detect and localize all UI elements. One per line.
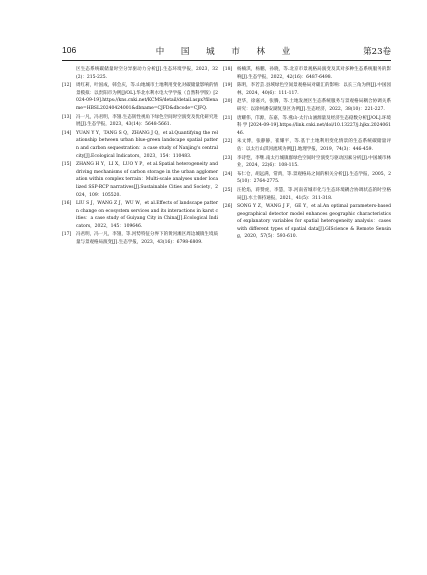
reference-text: 冯一凡，冯君明，李翅.生态韧性视角下绿色空间时空演变及优化研究进展[J].生态学报，2023，43(14)：5648-5661. — [76, 114, 218, 128]
reference-number: [14] — [62, 130, 72, 136]
reference-text: 杨楠淇，杨鹏，孙晓，等.北京市景观格局演变及其对多种生态系统服务的影响[J].生态学报，2022，42(16)：6487-6498. — [237, 67, 391, 80]
reference-entry — [62, 66, 218, 81]
reference-entry — [223, 115, 391, 138]
reference-entry — [62, 130, 218, 160]
reference-text: 周红莉，叶国成，韩会庆，等.山地城市土地利用变化对碳储量影响的情景模拟：以贵阳市为例[J/OL].华北水利水电大学学报（自然科学版）[2024-09-19].https://kns.cnki.net/KCMS/detail/detail.aspx?filename=HBSL20240424001&dbname=CJFD&dbcode=CJFQ. — [76, 83, 218, 111]
reference-number: [21] — [223, 115, 233, 121]
reference-number: [19] — [223, 83, 233, 89]
reference-text: 冯君明，冯一凡，李翅，等.河势特征分界下的黄河滩区周边城镇生境质量与景观格局演变[J].生态学报，2023，43(16)：6798-6809. — [76, 232, 218, 246]
page-number: 106 — [62, 45, 77, 55]
reference-entry — [223, 187, 391, 202]
reference-entry — [62, 114, 218, 129]
reference-entry — [223, 138, 391, 153]
reference-entry — [62, 231, 218, 246]
reference-number: [24] — [223, 171, 233, 177]
reference-number: [12] — [62, 83, 72, 89]
journal-title: 中 国 城 市 林 业 — [155, 47, 298, 57]
reference-text: ZHANG H Y，LI X，LUO Y P，et al.Spatial heterogeneity and driving mechanisms of carbon storage in the urban agglomeration within complex terrain：Multi-scale analyses under localized SSP-RCP narratives[J].Sustainable Cities and Society，2024，109：105520. — [76, 162, 218, 198]
reference-text: 汪伦焰，蒋赞虎，李慧，等.河南省城市化与生态环境耦合协调状态的时空格局[J].水土保持通报，2021，41(5)：311-318. — [237, 187, 391, 201]
reference-text: 李诗恺，李继.南太行城镇群绿色空间时空演变与驱动因素分析[J].中国城市林业，2024，22(6)：108-115. — [237, 155, 391, 169]
reference-entry — [223, 171, 391, 186]
references-right-column — [223, 66, 391, 242]
reference-entry — [62, 82, 218, 112]
reference-text: LIU S J，WANG Z J，WU W，et al.Effects of landscape pattern change on ecosystem services and its interactions in karst cities：a case study of Guiyang City in China[J].Ecological Indicators，2022，145：109646. — [76, 201, 218, 229]
reference-text: YUAN Y Y，TANG S Q，ZHANG J Q，et al.Quantifying the relationship between urban blue-green landscape spatial pattern and carbon sequestration：a case study of Nanjing's central city[J].Ecological Indicators，2023，154：110483. — [76, 130, 218, 159]
reference-number: [15] — [62, 162, 72, 168]
reference-number: [13] — [62, 114, 72, 120]
reference-entry — [223, 82, 391, 97]
reference-number: [17] — [62, 232, 72, 238]
reference-number: [23] — [223, 155, 233, 161]
reference-entry — [223, 98, 391, 113]
reference-text: 赵华，徐嘉兴，张腾，等.土地发展区生态系统服务与景观格局耦合协调关系研究：以徐州潘安湖复垦区为例[J].生态经济，2022，38(10)：221-227. — [237, 99, 391, 112]
reference-entry — [62, 200, 218, 230]
reference-text: 唐耀伟，邝源，东嘉，等.燕山-太行山涵源量及经济生态稳数分析[J/OL].环境科学[2024-09-19].https://link.cnki.net/doi/10.13227/j.hjkx.202406146. — [237, 115, 391, 136]
reference-entry — [223, 155, 391, 170]
volume-label: 第23卷 — [363, 47, 391, 57]
running-header — [62, 44, 391, 61]
reference-entry — [62, 161, 218, 199]
reference-number: [18] — [223, 67, 233, 72]
reference-text: 朱文博，张静静，崔耀平，等.基于土地利用变化情景的生态系统碳储量评估：以太行山淇河流域为例[J].地理学报，2019，74(3)：446-459. — [237, 139, 391, 152]
reference-text: 布仁仓，胡远满，常禹，等.景观格局之间的相关分析[J].生态学报，2005，25(10)：2764-2775. — [237, 171, 391, 185]
reference-text: SONG Y Z，WANG J F，GE Y，et al.An optimal parameters-based geographical detector model enhances geographic characteristics of explanatory variables for spatial heterogeneity analysis：cases with different types of spatial data[J].GIScience & Remote Sensing，2020，57(5)：593-610. — [237, 204, 391, 240]
reference-entry — [223, 203, 391, 241]
references-left-column — [62, 66, 218, 248]
reference-number: [25] — [223, 187, 233, 193]
reference-number: [26] — [223, 204, 233, 210]
reference-number: [20] — [223, 99, 233, 105]
reference-text: 陈明，李若芸.县域绿色空间景观格局对碳汇的影响：以长三角为例[J].中国园林，2024，40(6)：111-117. — [237, 83, 391, 96]
reference-number: [22] — [223, 139, 233, 145]
reference-text: 区生态系统碳储量时空分异驱动力分析[J].生态环境学报，2023，32(2)：215-225. — [76, 67, 218, 80]
reference-entry — [223, 66, 391, 81]
reference-number: [16] — [62, 201, 72, 207]
